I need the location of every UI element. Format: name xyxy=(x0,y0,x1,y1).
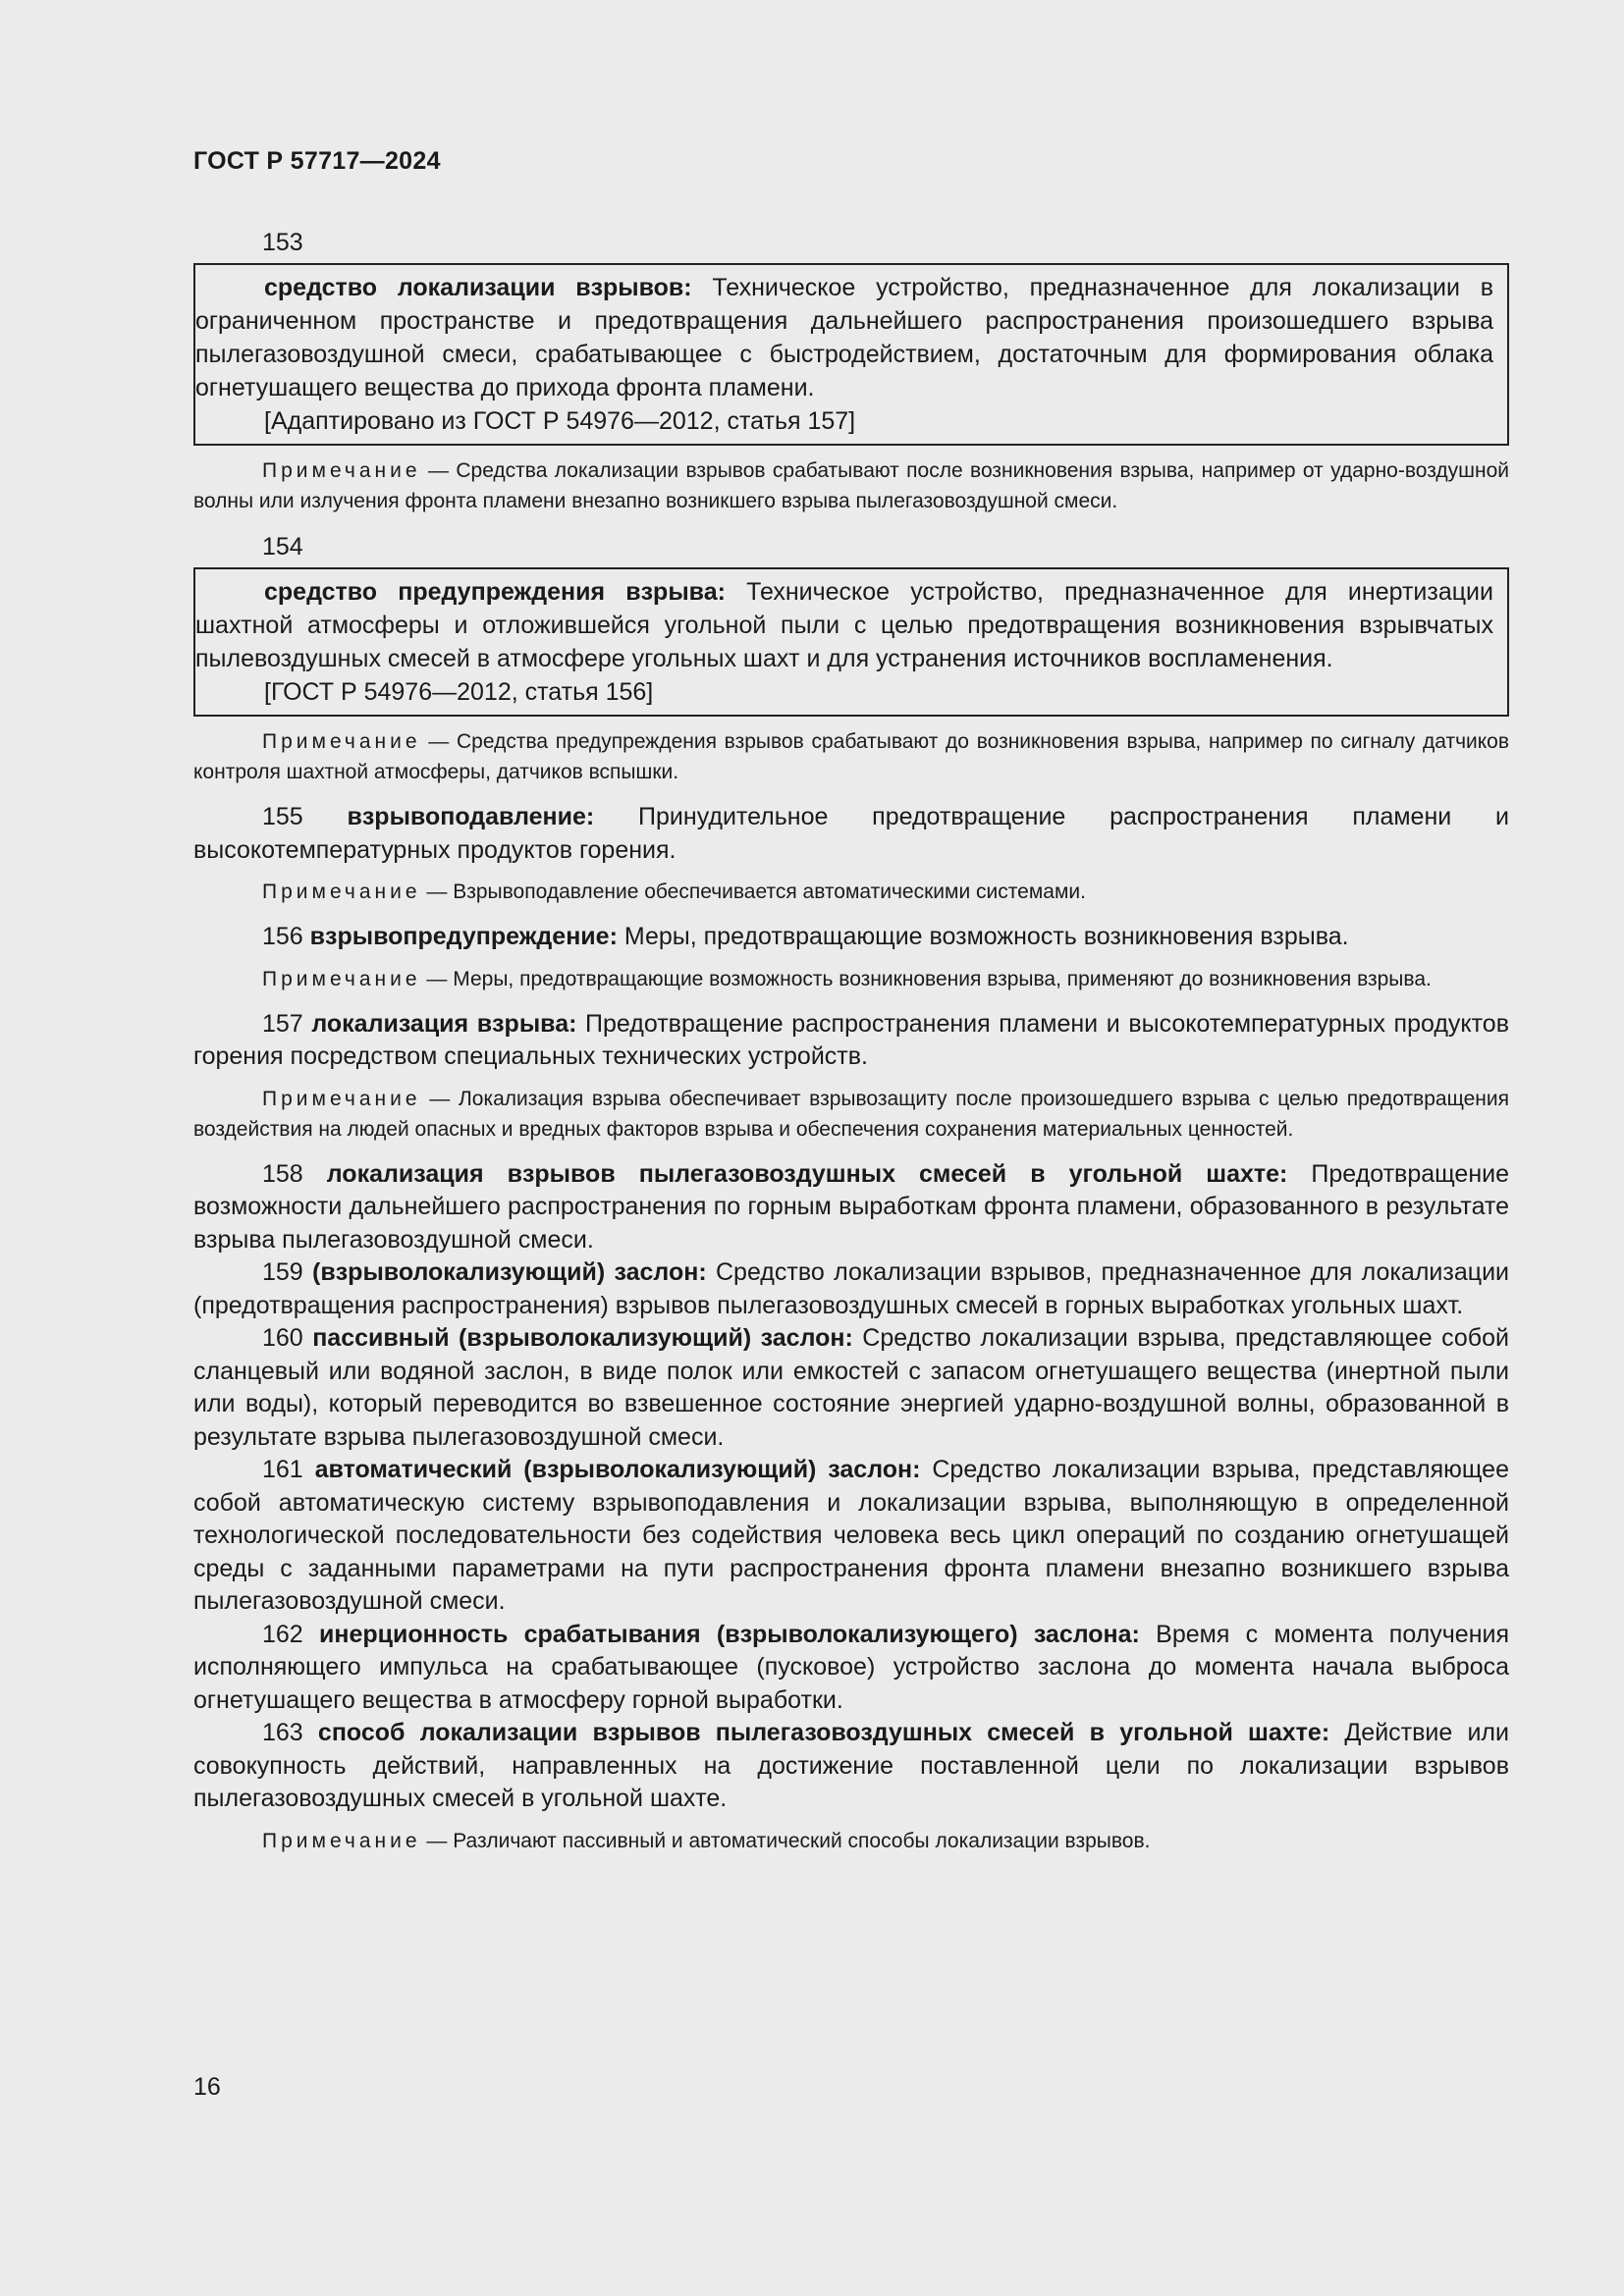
note-text-157: — Локализация взрыва обеспечивает взрывозащиту после произошедшего взрыва с целью предотвращения воздействия на людей опасных и вредных факторов взрыва и обеспечения сохранения материальных ценностей. xyxy=(193,1087,1509,1141)
term-source-154: [ГОСТ Р 54976—2012, статья 156] xyxy=(264,678,654,706)
note-label-157: Примечание xyxy=(262,1087,421,1110)
note-text-153: — Средства локализации взрывов срабатывают после возникновения взрыва, например от ударно-воздушной волны или излучения фронта пламени внезапно возникшего взрыва пылегазовоздушной смеси. xyxy=(193,459,1509,512)
note-155 xyxy=(193,877,1509,907)
note-label-154: Примечание xyxy=(262,730,421,753)
term-text-162: Время с момента получения исполняющего импульса на срабатывающее (пусковое) устройство заслона до момента начала выброса огнетушащего вещества в атмосферу горной выработки. xyxy=(193,1620,1509,1714)
term-161 xyxy=(193,1454,1509,1619)
term-number-154: 154 xyxy=(262,533,303,561)
note-154 xyxy=(193,726,1509,787)
term-number-161: 161 xyxy=(262,1456,315,1483)
term-number-156: 156 xyxy=(262,923,310,950)
term-box-153 xyxy=(193,263,1509,446)
term-157 xyxy=(193,1008,1509,1074)
term-text-163: Действие или совокупность действий, направленных на достижение поставленной цели по локализации взрывов пылегазовоздушных смесей в угольной шахте. xyxy=(193,1719,1509,1812)
term-title-153: средство локализации взрывов: xyxy=(264,274,692,301)
term-text-156: Меры, предотвращающие возможность возникновения взрыва. xyxy=(617,923,1349,950)
note-153 xyxy=(193,455,1509,516)
note-text-156: — Меры, предотвращающие возможность возникновения взрыва, применяют до возникновения взрыва. xyxy=(420,967,1432,990)
note-157 xyxy=(193,1084,1509,1145)
term-box-154 xyxy=(193,567,1509,717)
term-title-154: средство предупреждения взрыва: xyxy=(264,578,726,606)
term-text-159: Средство локализации взрывов, предназначенное для локализации (предотвращения распространения) взрывов пылегазовоздушных смесей в горных выработках угольных шахт. xyxy=(193,1258,1509,1319)
term-159 xyxy=(193,1256,1509,1322)
term-158 xyxy=(193,1158,1509,1257)
term-text-157: Предотвращение распространения пламени и высокотемпературных продуктов горения посредством специальных технических устройств. xyxy=(193,1009,1509,1070)
note-156 xyxy=(193,964,1509,994)
term-text-154: Техническое устройство, предназначенное для инертизации шахтной атмосферы и отложившейся угольной пыли с целью предотвращения возникновения взрывчатых пылевоздушных смесей в атмосфере угольных шахт и для устранения источников воспламенения. xyxy=(195,578,1493,672)
term-title-162: инерционность срабатывания (взрыволокализующего) заслона: xyxy=(319,1620,1140,1648)
note-text-154: — Средства предупреждения взрывов срабатывают до возникновения взрыва, например по сигналу датчиков контроля шахтной атмосферы, датчиков вспышки. xyxy=(193,730,1509,783)
term-title-157: локализация взрыва: xyxy=(311,1009,577,1038)
term-title-161: автоматический (взрыволокализующий) заслон: xyxy=(314,1456,921,1483)
term-title-155: взрывоподавление: xyxy=(347,803,595,830)
term-text-160: Средство локализации взрыва, представляющее собой сланцевый или водяной заслон, в виде полок или емкостей с запасом огнетушащего вещества (инертной пыли или воды), который переводится во взвешенное состояние энергией ударно-воздушной волны, образованной в результате взрыва пылегазовоздушной смеси. xyxy=(193,1324,1509,1451)
term-definition-153 xyxy=(195,271,1493,404)
note-label-156: Примечание xyxy=(262,967,421,990)
term-text-155: Принудительное предотвращение распространения пламени и высокотемпературных продуктов горения. xyxy=(193,803,1509,864)
term-title-163: способ локализации взрывов пылегазовоздушных смесей в угольной шахте: xyxy=(317,1719,1330,1746)
term-160 xyxy=(193,1322,1509,1454)
term-text-158: Предотвращение возможности дальнейшего распространения по горным выработкам фронта пламени, образованного в результате взрыва пылегазовоздушной смеси. xyxy=(193,1159,1509,1254)
term-text-153: Техническое устройство, предназначенное для локализации в ограниченном пространстве и предотвращения дальнейшего распространения произошедшего взрыва пылегазовоздушной смеси, срабатывающее с быстродействием, достаточным для формирования облака огнетушащего вещества до прихода фронта пламени. xyxy=(195,274,1493,401)
note-label-153: Примечание xyxy=(262,459,421,482)
term-number-162: 162 xyxy=(262,1620,319,1648)
term-title-160: пассивный (взрыволокализующий) заслон: xyxy=(312,1324,853,1352)
note-163 xyxy=(193,1826,1509,1856)
term-162 xyxy=(193,1619,1509,1718)
note-text-155: — Взрывоподавление обеспечивается автоматическими системами. xyxy=(420,881,1086,903)
note-text-163: — Различают пассивный и автоматический способы локализации взрывов. xyxy=(420,1829,1151,1852)
term-definition-154 xyxy=(195,575,1493,675)
term-155 xyxy=(193,801,1509,867)
note-label-163: Примечание xyxy=(262,1829,421,1852)
term-title-158: локализация взрывов пылегазовоздушных смесей в угольной шахте: xyxy=(326,1159,1288,1188)
term-number-163: 163 xyxy=(262,1719,318,1746)
document-body xyxy=(193,226,1509,1870)
term-number-160: 160 xyxy=(262,1324,313,1352)
term-title-159: (взрыволокализующий) заслон: xyxy=(312,1258,707,1286)
note-label-155: Примечание xyxy=(262,881,421,903)
term-163 xyxy=(193,1717,1509,1816)
document-code-header: ГОСТ Р 57717—2024 xyxy=(193,147,441,175)
page-number: 16 xyxy=(193,2073,221,2101)
term-title-156: взрывопредупреждение: xyxy=(309,923,618,950)
term-number-159: 159 xyxy=(262,1258,313,1286)
term-number-158: 158 xyxy=(262,1159,327,1188)
term-number-153: 153 xyxy=(262,229,303,256)
term-source-153: [Адаптировано из ГОСТ Р 54976—2012, статья 157] xyxy=(264,407,856,435)
term-text-161: Средство локализации взрыва, представляющее собой автоматическую систему взрывоподавления и локализации взрыва, выполняющую в определенной технологической последовательности без содействия человека весь цикл операций по созданию огнетушащей среды с заданными параметрами на пути распространения фронта пламени внезапно возникшего взрыва пылегазовоздушной смеси. xyxy=(193,1456,1509,1615)
term-number-157: 157 xyxy=(262,1009,312,1038)
term-156 xyxy=(193,921,1509,954)
term-number-155: 155 xyxy=(262,803,348,830)
